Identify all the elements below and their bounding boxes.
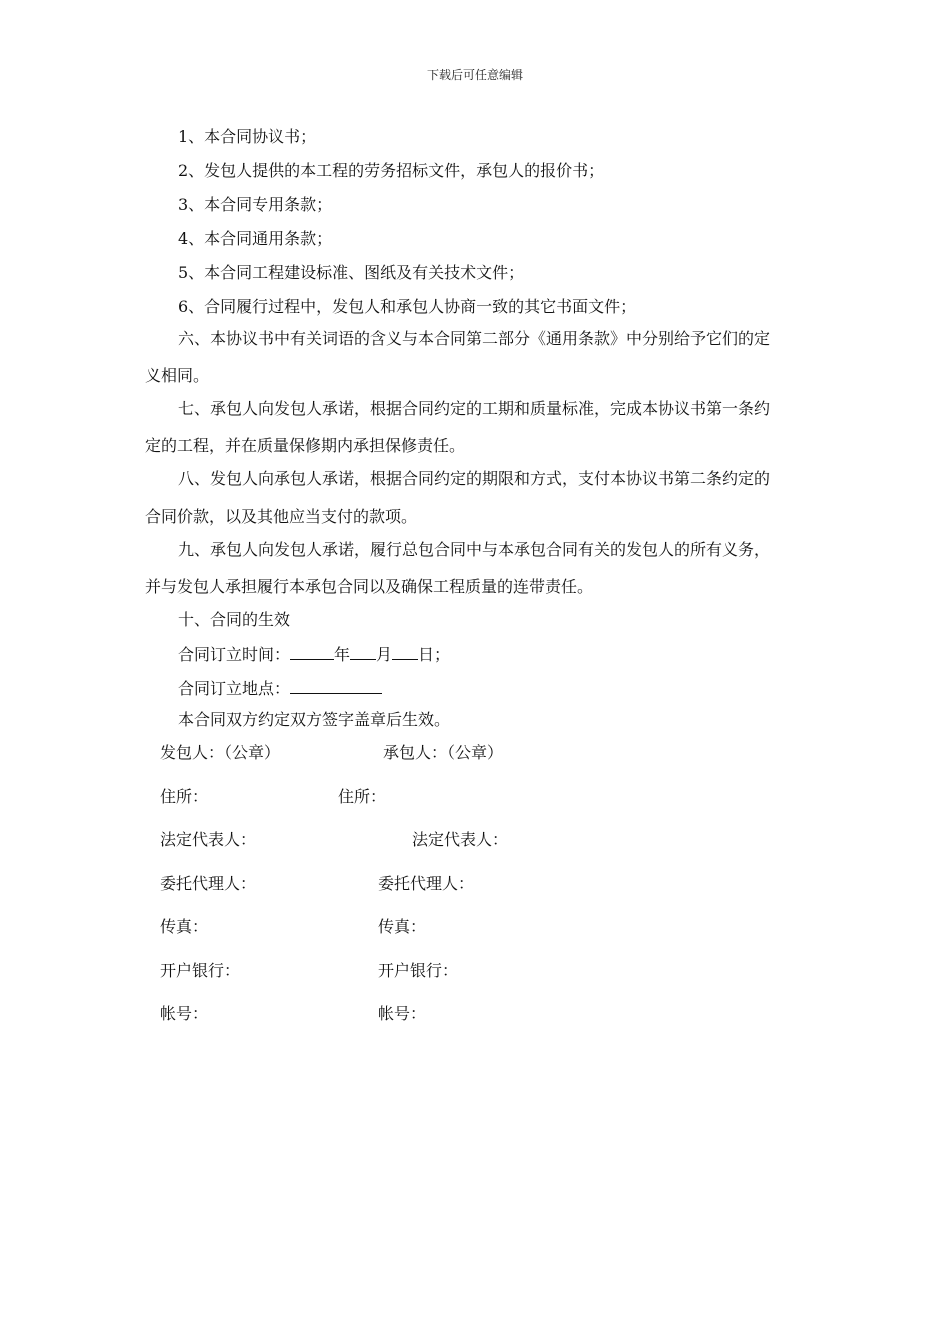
day-blank: [392, 643, 418, 660]
year-blank: [290, 643, 334, 660]
place-label: 合同订立地点：: [178, 679, 291, 698]
clause-six-line1: 六、本协议书中有关词语的含义与本合同第二部分《通用条款》中分别给予它们的定: [178, 329, 771, 348]
left-bank: 开户银行：: [160, 961, 241, 980]
clause-ten: 十、合同的生效: [178, 610, 291, 629]
right-bank: 开户银行：: [378, 961, 459, 980]
left-account: 帐号：: [160, 1004, 209, 1023]
clause-eight-line1: 八、发包人向承包人承诺，根据合同约定的期限和方式，支付本协议书第二条约定的: [178, 469, 771, 488]
list-item: 3、本合同专用条款；: [178, 195, 333, 214]
clause-seven-line2: 定的工程，并在质量保修期内承担保修责任。: [145, 436, 466, 455]
date-label: 合同订立时间：: [178, 645, 291, 664]
day-label: 日；: [418, 645, 451, 664]
list-item: 2、发包人提供的本工程的劳务招标文件，承包人的报价书；: [178, 161, 605, 180]
right-account: 帐号：: [378, 1004, 427, 1023]
clause-eight-line2: 合同价款，以及其他应当支付的款项。: [145, 507, 418, 526]
page-header: 下载后可任意编辑: [426, 68, 523, 82]
left-agent: 委托代理人：: [160, 874, 257, 893]
left-fax: 传真：: [160, 917, 209, 936]
right-agent: 委托代理人：: [378, 874, 475, 893]
list-item: 6、合同履行过程中，发包人和承包人协商一致的其它书面文件；: [178, 297, 637, 316]
clause-nine-line2: 并与发包人承担履行本承包合同以及确保工程质量的连带责任。: [145, 577, 594, 596]
left-party: 发包人：（公章）: [160, 743, 281, 762]
month-label: 月: [376, 645, 393, 664]
left-legal-rep: 法定代表人：: [160, 830, 257, 849]
month-blank: [350, 643, 376, 660]
clause-nine-line1: 九、承包人向发包人承诺，履行总包合同中与本承包合同有关的发包人的所有义务，: [178, 540, 771, 559]
right-party: 承包人：（公章）: [383, 743, 504, 762]
list-item: 5、本合同工程建设标准、图纸及有关技术文件；: [178, 263, 525, 282]
list-item: 1、本合同协议书；: [178, 127, 317, 146]
left-address: 住所：: [160, 787, 209, 806]
right-fax: 传真：: [378, 917, 427, 936]
right-address: 住所：: [338, 787, 387, 806]
clause-six-line2: 义相同。: [145, 366, 210, 385]
date-line: [178, 643, 450, 665]
place-blank: [290, 677, 382, 694]
list-item: 4、本合同通用条款；: [178, 229, 333, 248]
year-label: 年: [334, 645, 351, 664]
place-line: [178, 677, 382, 699]
right-legal-rep: 法定代表人：: [412, 830, 509, 849]
effective-clause: 本合同双方约定双方签字盖章后生效。: [178, 710, 451, 729]
clause-seven-line1: 七、承包人向发包人承诺，根据合同约定的工期和质量标准，完成本协议书第一条约: [178, 399, 771, 418]
